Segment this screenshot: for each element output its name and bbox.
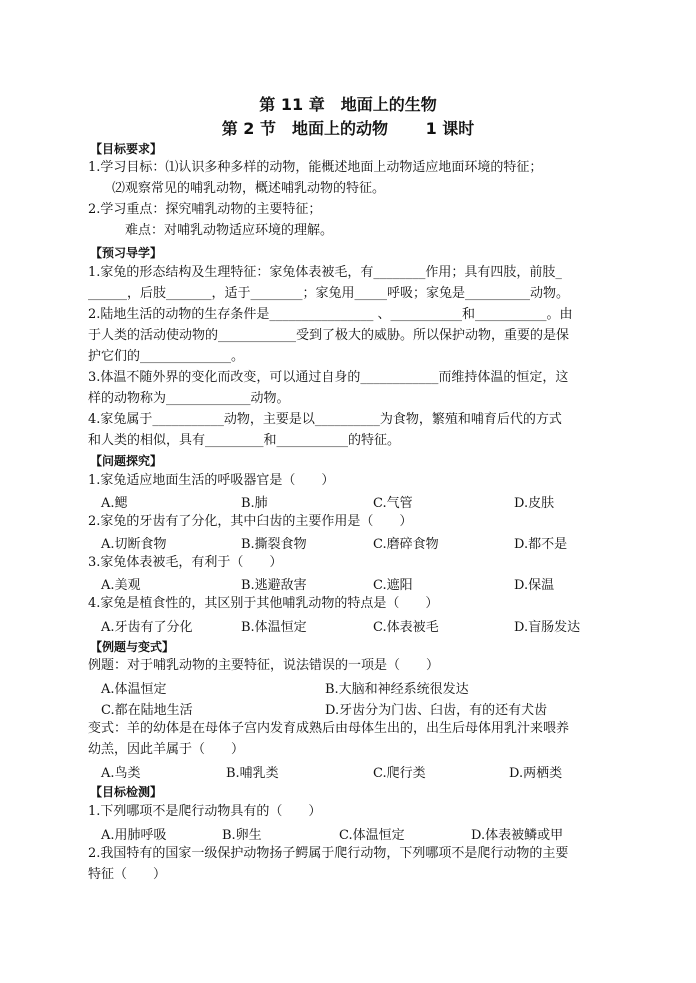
option: A.切断食物 [101, 537, 167, 552]
explore-question-4: 4.家兔是植食性的，其区别于其他哺乳动物的特点是（ ） [88, 596, 439, 611]
preview-line-1: 1.家兔的形态结构及生理特征：家兔体表被毛，有________作用；具有四肢，前肢_ [88, 265, 562, 280]
check-question-2-line-1: 2.我国特有的国家一级保护动物扬子鳄属于爬行动物，下列哪项不是爬行动物的主要 [88, 846, 569, 861]
preview-header: 【预习导学】 [90, 246, 163, 260]
option: C.体表被毛 [373, 620, 439, 635]
option: C.爬行类 [373, 766, 426, 781]
goals-line-3: 2.学习重点：探究哺乳动物的主要特征； [88, 202, 322, 217]
preview-line-8: 4.家兔属于___________动物，主要是以__________为食物，繁殖和哺育后代的方式 [88, 412, 562, 427]
variant-line-2: 幼羔，因此羊属于（ ） [88, 742, 245, 757]
option: D.保温 [514, 578, 555, 593]
option: B.撕裂食物 [241, 537, 307, 552]
option: A.用肺呼吸 [101, 828, 167, 843]
option: B.哺乳类 [226, 766, 279, 781]
goals-line-2: ⑵观察常见的哺乳动物，概述哺乳动物的特征。 [112, 181, 386, 196]
check-question-2-line-2: 特征（ ） [88, 867, 167, 882]
option: A.鸟类 [101, 766, 141, 781]
preview-line-9: 和人类的相似，具有_________和___________的特征。 [88, 433, 401, 448]
explore-question-1: 1.家兔适应地面生活的呼吸器官是（ ） [88, 473, 335, 488]
option: C.遮阳 [373, 578, 413, 593]
option: D.牙齿分为门齿、臼齿，有的还有犬齿 [325, 703, 548, 718]
option: A.牙齿有了分化 [101, 620, 193, 635]
preview-line-2: ______，后肢_______，适于________；家兔用_____呼吸；家兔是__________动物。 [88, 286, 570, 301]
option: C.磨碎食物 [373, 537, 439, 552]
option: D.盲肠发达 [514, 620, 581, 635]
example-header: 【例题与变式】 [90, 640, 175, 654]
preview-line-5: 护它们的______________。 [88, 349, 245, 364]
option: D.两栖类 [509, 766, 563, 781]
option: D.都不是 [514, 537, 568, 552]
option: C.气管 [373, 496, 413, 511]
option: C.都在陆地生活 [101, 703, 193, 718]
preview-line-3: 2.陆地生活的动物的生存条件是________________ 、___________和___________。由 [88, 307, 573, 322]
option: A.体温恒定 [101, 682, 167, 697]
explore-header: 【问题探究】 [90, 454, 163, 468]
option: D.体表被鳞或甲 [471, 828, 564, 843]
preview-line-4: 于人类的活动使动物的____________受到了极大的威胁。所以保护动物，重要的是保 [88, 328, 570, 343]
option: B.肺 [241, 496, 268, 511]
check-question-1: 1.下列哪项不是爬行动物具有的（ ） [88, 804, 322, 819]
check-header: 【目标检测】 [90, 785, 163, 799]
example-question: 例题：对于哺乳动物的主要特征，说法错误的一项是（ ） [88, 658, 440, 673]
option: A.美观 [101, 578, 141, 593]
option: A.鳃 [101, 496, 128, 511]
option: B.卵生 [222, 828, 262, 843]
section-title: 第 2 节 地面上的动物 1 课时 [221, 119, 475, 138]
variant-line-1: 变式：羊的幼体是在母体子宫内发育成熟后由母体生出的，出生后母体用乳汁来喂养 [88, 721, 570, 736]
option: B.大脑和神经系统很发达 [325, 682, 469, 697]
option: B.逃避敌害 [241, 578, 307, 593]
goals-line-4: 难点：对哺乳动物适应环境的理解。 [125, 223, 334, 238]
goals-line-1: 1.学习目标：⑴认识多种多样的动物，能概述地面上动物适应地面环境的特征； [88, 160, 543, 175]
preview-line-6: 3.体温不随外界的变化而改变，可以通过自身的____________而维持体温的恒定，这 [88, 370, 569, 385]
preview-line-7: 样的动物称为_____________动物。 [88, 391, 290, 406]
goals-header: 【目标要求】 [90, 142, 163, 156]
option: D.皮肤 [514, 496, 555, 511]
explore-question-2: 2.家兔的牙齿有了分化，其中臼齿的主要作用是（ ） [88, 514, 413, 529]
option: B.体温恒定 [241, 620, 307, 635]
option: C.体温恒定 [339, 828, 405, 843]
chapter-title: 第 11 章 地面上的生物 [259, 95, 437, 114]
explore-question-3: 3.家兔体表被毛，有利于（ ） [88, 555, 283, 570]
